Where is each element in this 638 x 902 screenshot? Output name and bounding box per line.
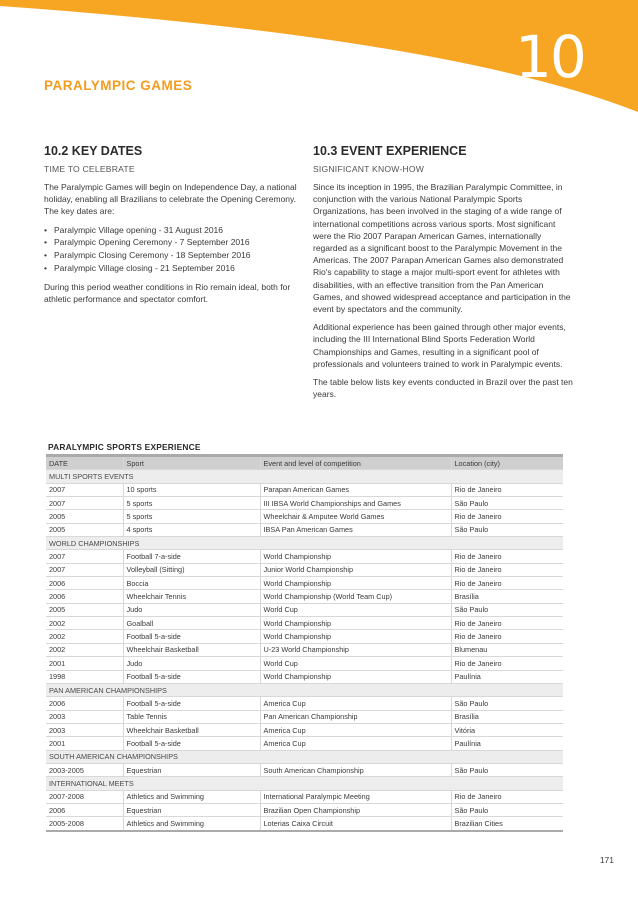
key-dates-subheading: TIME TO CELEBRATE bbox=[44, 164, 135, 174]
cell-location: São Paulo bbox=[451, 803, 563, 816]
experience-table bbox=[46, 454, 563, 832]
table-row bbox=[46, 817, 563, 831]
cell-event: Loterias Caixa Circuit bbox=[260, 817, 451, 831]
cell-sport: Volleyball (Sitting) bbox=[123, 563, 260, 576]
table-row bbox=[46, 763, 563, 776]
cell-date: 2006 bbox=[46, 590, 123, 603]
key-dates-column bbox=[44, 144, 306, 311]
table-row bbox=[46, 723, 563, 736]
key-date-item: • Paralympic Closing Ceremony - 18 September 2016 bbox=[44, 249, 306, 262]
cell-sport: 5 sports bbox=[123, 497, 260, 510]
table-row bbox=[46, 497, 563, 510]
cell-date: 2005-2008 bbox=[46, 817, 123, 831]
table-group-row bbox=[46, 537, 563, 550]
table-row bbox=[46, 523, 563, 536]
group-label: SOUTH AMERICAN CHAMPIONSHIPS bbox=[46, 750, 563, 763]
cell-date: 2005 bbox=[46, 603, 123, 616]
cell-date: 2003 bbox=[46, 723, 123, 736]
cell-date: 2007 bbox=[46, 483, 123, 496]
cell-event: Brazilian Open Championship bbox=[260, 803, 451, 816]
cell-sport: Football 7-a-side bbox=[123, 550, 260, 563]
table-row bbox=[46, 563, 563, 576]
cell-location: Brasília bbox=[451, 710, 563, 723]
cell-sport: Judo bbox=[123, 603, 260, 616]
cell-location: Brasília bbox=[451, 590, 563, 603]
table-row bbox=[46, 590, 563, 603]
cell-date: 2006 bbox=[46, 577, 123, 590]
cell-sport: Judo bbox=[123, 657, 260, 670]
group-label: PAN AMERICAN CHAMPIONSHIPS bbox=[46, 683, 563, 696]
key-dates-closing: During this period weather conditions in Rio remain ideal, both for athletic performance and spectator comfort. bbox=[44, 281, 291, 304]
cell-location: Rio de Janeiro bbox=[451, 563, 563, 576]
cell-sport: Wheelchair Basketball bbox=[123, 723, 260, 736]
cell-sport: Athletics and Swimming bbox=[123, 790, 260, 803]
cell-location: São Paulo bbox=[451, 697, 563, 710]
cell-event: International Paralympic Meeting bbox=[260, 790, 451, 803]
cell-location: Rio de Janeiro bbox=[451, 483, 563, 496]
cell-location: Rio de Janeiro bbox=[451, 617, 563, 630]
page-number: 171 bbox=[599, 855, 614, 865]
table-body bbox=[46, 470, 563, 831]
table-row bbox=[46, 630, 563, 643]
cell-event: Parapan American Games bbox=[260, 483, 451, 496]
table-title: PARALYMPIC SPORTS EXPERIENCE bbox=[48, 442, 201, 452]
cell-location: Paulínia bbox=[451, 737, 563, 750]
cell-sport: Equestrian bbox=[123, 763, 260, 776]
cell-location: Brazilian Cities bbox=[451, 817, 563, 831]
table-group-row bbox=[46, 750, 563, 763]
table-row bbox=[46, 550, 563, 563]
cell-sport: Football 5-a-side bbox=[123, 670, 260, 683]
event-experience-column bbox=[313, 144, 575, 406]
cell-event: World Cup bbox=[260, 657, 451, 670]
table-row bbox=[46, 577, 563, 590]
cell-event: World Championship (World Team Cup) bbox=[260, 590, 451, 603]
event-experience-heading: 10.3 EVENT EXPERIENCE bbox=[313, 144, 467, 158]
cell-sport: Table Tennis bbox=[123, 710, 260, 723]
event-experience-subheading: SIGNIFICANT KNOW-HOW bbox=[313, 164, 425, 174]
cell-location: Rio de Janeiro bbox=[451, 657, 563, 670]
cell-date: 2005 bbox=[46, 510, 123, 523]
cell-event: World Championship bbox=[260, 617, 451, 630]
cell-location: Rio de Janeiro bbox=[451, 550, 563, 563]
cell-sport: Football 5-a-side bbox=[123, 630, 260, 643]
cell-location: São Paulo bbox=[451, 497, 563, 510]
cell-location: São Paulo bbox=[451, 763, 563, 776]
chapter-number: 10 bbox=[515, 23, 585, 91]
group-label: INTERNATIONAL MEETS bbox=[46, 777, 563, 790]
table-row bbox=[46, 643, 563, 656]
cell-event: Junior World Championship bbox=[260, 563, 451, 576]
table-group-row bbox=[46, 683, 563, 696]
table-header-row bbox=[46, 456, 563, 470]
key-date-item: • Paralympic Village closing - 21 September 2016 bbox=[44, 262, 306, 275]
cell-date: 2003 bbox=[46, 710, 123, 723]
cell-date: 2002 bbox=[46, 630, 123, 643]
cell-date: 2005 bbox=[46, 523, 123, 536]
key-date-item: • Paralympic Opening Ceremony - 7 September 2016 bbox=[44, 236, 306, 249]
cell-location: São Paulo bbox=[451, 523, 563, 536]
cell-sport: Wheelchair Basketball bbox=[123, 643, 260, 656]
cell-event: America Cup bbox=[260, 737, 451, 750]
table-row bbox=[46, 510, 563, 523]
cell-event: World Cup bbox=[260, 603, 451, 616]
cell-event: Wheelchair & Amputee World Games bbox=[260, 510, 451, 523]
table-row bbox=[46, 657, 563, 670]
cell-location: Rio de Janeiro bbox=[451, 510, 563, 523]
cell-location: Blumenau bbox=[451, 643, 563, 656]
cell-sport: Football 5-a-side bbox=[123, 737, 260, 750]
cell-sport: 5 sports bbox=[123, 510, 260, 523]
table-group-row bbox=[46, 470, 563, 483]
cell-sport: Goalball bbox=[123, 617, 260, 630]
table-row bbox=[46, 737, 563, 750]
key-date-item: • Paralympic Village opening - 31 August 2016 bbox=[44, 224, 306, 237]
cell-sport: Football 5-a-side bbox=[123, 697, 260, 710]
cell-date: 2001 bbox=[46, 737, 123, 750]
table-row bbox=[46, 710, 563, 723]
column-header-sport: Sport bbox=[123, 456, 260, 470]
key-dates-list bbox=[44, 224, 306, 275]
cell-location: Rio de Janeiro bbox=[451, 790, 563, 803]
event-experience-paragraph: Additional experience has been gained through other major events, including the III International Blind Sports Federation World Championships and Games, resulting in a significant pool of professionals and volunteers trained to work in Paralympic events. bbox=[313, 322, 566, 369]
cell-location: Rio de Janeiro bbox=[451, 630, 563, 643]
event-experience-paragraph: The table below lists key events conducted in Brazil over the past ten years. bbox=[313, 377, 573, 400]
cell-date: 2007-2008 bbox=[46, 790, 123, 803]
cell-sport: Equestrian bbox=[123, 803, 260, 816]
cell-date: 2007 bbox=[46, 563, 123, 576]
cell-date: 2001 bbox=[46, 657, 123, 670]
event-experience-paragraph: Since its inception in 1995, the Brazilian Paralympic Committee, in conjunction with the various National Paralympic Sports Organizations, has been involved in the staging of a wide range of international competitions across various sports. Most significant were the Rio 2007 Parapan American Games, internationally regarded as a significant boost to the Paralympic Movement in the Americas. The 2007 Parapan American Games also demonstrated Rio's capability to stage a major multi-sport event for athletes with disabilities, with an effective transition from the Pan American Games, and showed widespread acceptance and participation in the event by spectators and the community. bbox=[313, 182, 571, 315]
cell-location: Rio de Janeiro bbox=[451, 577, 563, 590]
cell-event: III IBSA World Championships and Games bbox=[260, 497, 451, 510]
cell-location: São Paulo bbox=[451, 603, 563, 616]
cell-event: America Cup bbox=[260, 723, 451, 736]
cell-date: 2007 bbox=[46, 497, 123, 510]
cell-event: World Championship bbox=[260, 577, 451, 590]
key-dates-intro: The Paralympic Games will begin on Independence Day, a national holiday, enabling all Brazilians to celebrate the Opening Ceremony. The key dates are: bbox=[44, 182, 297, 217]
group-label: MULTI SPORTS EVENTS bbox=[46, 470, 563, 483]
section-title: PARALYMPIC GAMES bbox=[44, 78, 193, 93]
table-group-row bbox=[46, 777, 563, 790]
cell-sport: Wheelchair Tennis bbox=[123, 590, 260, 603]
cell-sport: 4 sports bbox=[123, 523, 260, 536]
cell-event: World Championship bbox=[260, 550, 451, 563]
table-row bbox=[46, 790, 563, 803]
key-dates-heading: 10.2 KEY DATES bbox=[44, 144, 143, 158]
cell-event: World Championship bbox=[260, 670, 451, 683]
table-row bbox=[46, 483, 563, 496]
column-header-event: Event and level of competition bbox=[260, 456, 451, 470]
cell-date: 2003-2005 bbox=[46, 763, 123, 776]
cell-event: World Championship bbox=[260, 630, 451, 643]
cell-date: 2002 bbox=[46, 617, 123, 630]
cell-event: Pan American Championship bbox=[260, 710, 451, 723]
cell-event: U-23 World Championship bbox=[260, 643, 451, 656]
table-row bbox=[46, 697, 563, 710]
cell-event: South American Championship bbox=[260, 763, 451, 776]
cell-date: 2007 bbox=[46, 550, 123, 563]
cell-date: 1998 bbox=[46, 670, 123, 683]
table-row bbox=[46, 670, 563, 683]
cell-date: 2002 bbox=[46, 643, 123, 656]
column-header-date: DATE bbox=[46, 456, 123, 470]
cell-location: Vitória bbox=[451, 723, 563, 736]
cell-event: America Cup bbox=[260, 697, 451, 710]
table-row bbox=[46, 803, 563, 816]
group-label: WORLD CHAMPIONSHIPS bbox=[46, 537, 563, 550]
table-row bbox=[46, 617, 563, 630]
cell-date: 2006 bbox=[46, 803, 123, 816]
cell-date: 2006 bbox=[46, 697, 123, 710]
cell-event: IBSA Pan American Games bbox=[260, 523, 451, 536]
cell-location: Paulínia bbox=[451, 670, 563, 683]
cell-sport: 10 sports bbox=[123, 483, 260, 496]
table-row bbox=[46, 603, 563, 616]
cell-sport: Boccia bbox=[123, 577, 260, 590]
column-header-location: Location (city) bbox=[451, 456, 563, 470]
cell-sport: Athletics and Swimming bbox=[123, 817, 260, 831]
